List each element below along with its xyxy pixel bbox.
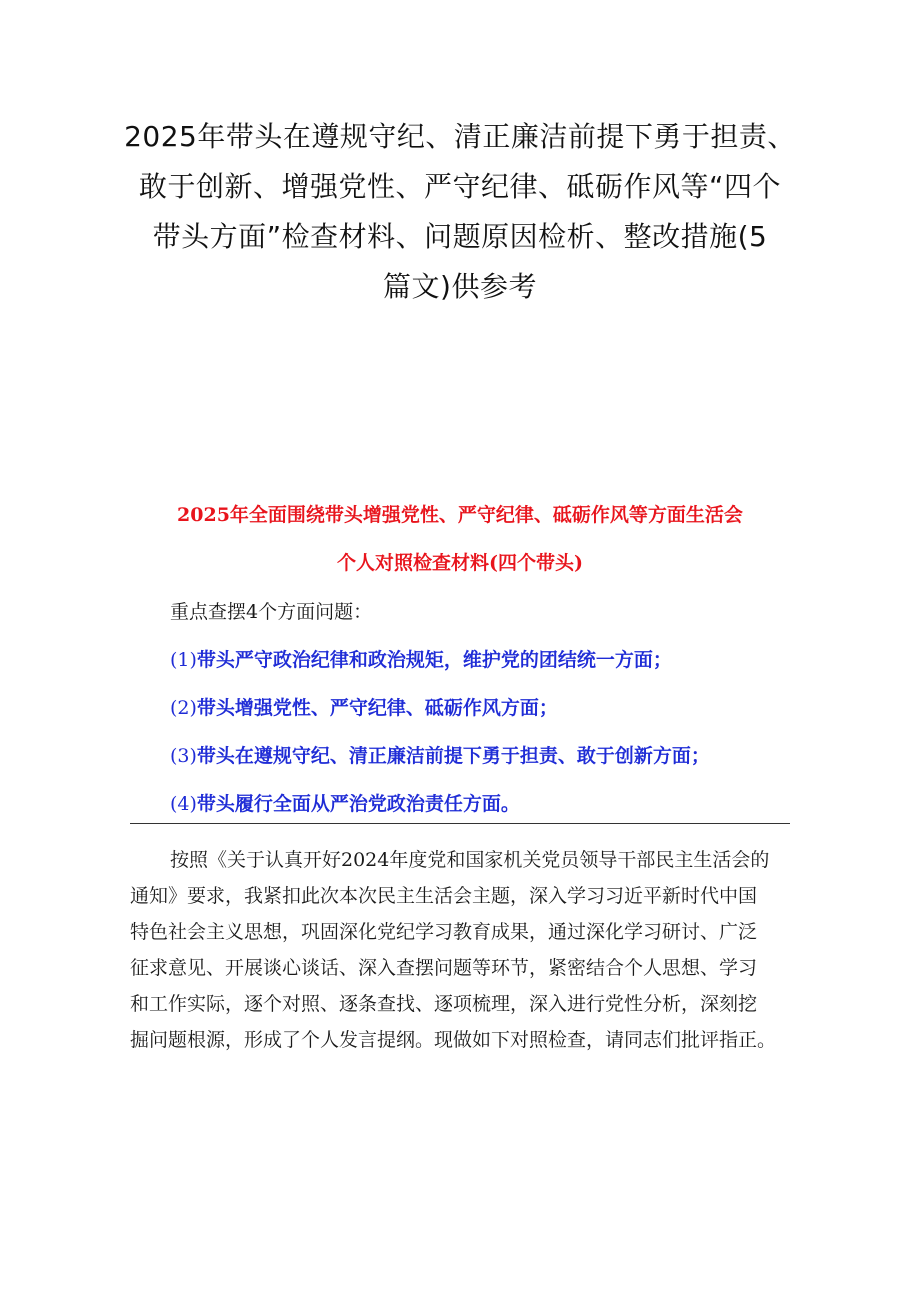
intro-text: 重点查摆4个方面问题： (170, 601, 373, 623)
point-text: 带头在遵规守纪、清正廉洁前提下勇于担责、敢于创新方面； (196, 745, 710, 767)
title-line: 2025年带头在遵规守纪、清正廉洁前提下勇于担责、 (124, 120, 796, 153)
point-text: 带头履行全面从严治党政治责任方面。 (196, 793, 520, 815)
body-line: 通知》要求，我紧扣此次本次民主生活会主题，深入学习习近平新时代中国 (130, 885, 758, 907)
body-line: 征求意见、开展谈心谈话、深入查摆问题等环节，紧密结合个人思想、学习 (130, 957, 758, 979)
point-number: (2) (170, 697, 197, 719)
point-number: (4) (170, 793, 197, 815)
point-item (170, 694, 558, 722)
point-text: 带头增强党性、严守纪律、砥砺作风方面； (196, 697, 558, 719)
point-item (170, 742, 710, 770)
title-line: 带头方面”检查材料、问题原因检析、整改措施(5 (152, 220, 768, 253)
body-line: 掘问题根源，形成了个人发言提纲。现做如下对照检查，请同志们批评指正。 (130, 1029, 777, 1051)
point-item (170, 646, 672, 674)
body-line: 和工作实际，逐个对照、逐条查找、逐项梳理，深入进行党性分析，深刻挖 (130, 993, 758, 1015)
section-divider (130, 823, 790, 824)
subtitle-line-1: 2025年全面围绕带头增强党性、严守纪律、砥砺作风等方面生活会 (177, 504, 743, 526)
title-line: 篇文)供参考 (383, 270, 537, 303)
point-number: (3) (170, 745, 197, 767)
point-text: 带头严守政治纪律和政治规矩，维护党的团结统一方面； (196, 649, 672, 671)
body-paragraph (130, 842, 792, 1058)
document-title (120, 112, 800, 312)
point-item (170, 790, 520, 818)
point-number: (1) (170, 649, 197, 671)
title-line: 敢于创新、增强党性、严守纪律、砥砺作风等“四个 (138, 170, 781, 203)
body-line: 按照《关于认真开好2024年度党和国家机关党员领导干部民主生活会的 (170, 849, 770, 871)
body-line: 特色社会主义思想，巩固深化党纪学习教育成果，通过深化学习研讨、广泛 (130, 921, 758, 943)
subtitle-line-2: 个人对照检查材料(四个带头) (337, 552, 583, 574)
